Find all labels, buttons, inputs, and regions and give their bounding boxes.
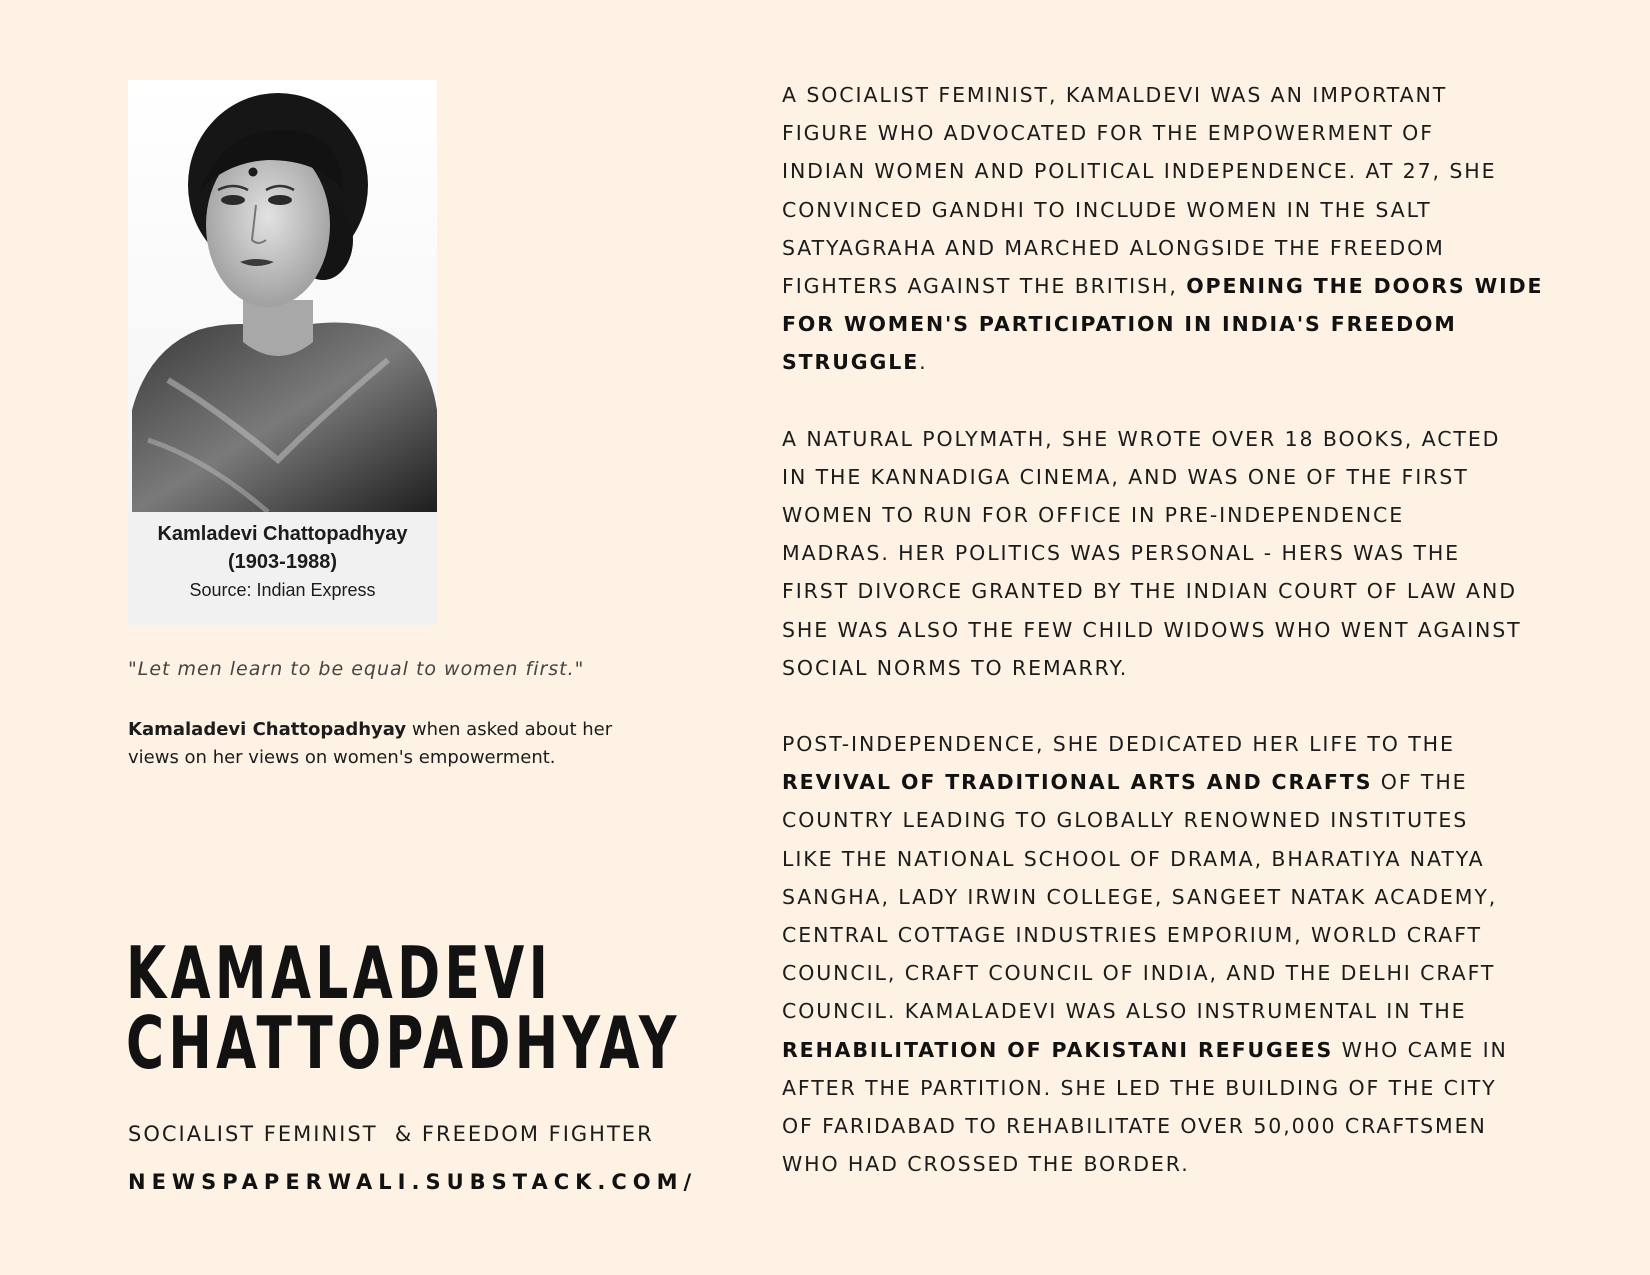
p1-text: . [919,350,928,375]
page-title [126,931,681,1085]
p1-line: INDIAN WOMEN AND POLITICAL INDEPENDENCE. AT 27, SHE [782,159,1497,184]
quote-attribution [128,716,668,772]
subtitle: SOCIALIST FEMINIST & FREEDOM FIGHTER [128,1122,654,1146]
p3-line: COUNCIL, CRAFT COUNCIL OF INDIA, AND THE DELHI CRAFT [782,961,1496,986]
p3-text: WHO CAME IN [1333,1037,1508,1062]
attribution-rest: when asked about her views on her views on women's empowerment. [128,719,613,768]
p1-emphasis: OPENING THE DOORS WIDE [1186,274,1544,299]
p2-line: FIRST DIVORCE GRANTED BY THE INDIAN COURT OF LAW AND [782,579,1517,604]
p2-line: IN THE KANNADIGA CINEMA, AND WAS ONE OF THE FIRST [782,464,1469,489]
p3-line: SANGHA, LADY IRWIN COLLEGE, SANGEET NATAK ACADEMY, [782,884,1498,909]
p1-line [782,305,1572,343]
caption-source: Source: Indian Express [189,580,376,600]
p3-line: OF FARIDABAD TO REHABILITATE OVER 50,000 CRAFTSMEN [782,1114,1487,1139]
caption-name: Kamladevi Chattopadhyay [157,523,408,545]
title-line-1: KAMALADEVI [126,931,553,1015]
paragraph-2 [782,420,1572,687]
p1-line [782,267,1572,305]
p3-line [782,763,1572,801]
p3-line: LIKE THE NATIONAL SCHOOL OF DRAMA, BHARATIYA NATYA [782,846,1485,871]
p3-line: AFTER THE PARTITION. SHE LED THE BUILDING OF THE CITY [782,1075,1497,1100]
attribution-name: Kamaladevi Chattopadhyay [128,719,407,740]
p1-line: FIGURE WHO ADVOCATED FOR THE EMPOWERMENT OF [782,121,1434,146]
paragraph-3 [782,725,1572,1183]
p3-line: COUNCIL. KAMALADEVI WAS ALSO INSTRUMENTAL IN THE [782,999,1467,1024]
p2-line: MADRAS. HER POLITICS WAS PERSONAL - HERS WAS THE [782,541,1461,566]
paragraph-1 [782,76,1572,382]
p3-line: COUNTRY LEADING TO GLOBALLY RENOWNED INSTITUTES [782,808,1469,833]
p1-line [782,343,1572,381]
p3-line: WHO HAD CROSSED THE BORDER. [782,1152,1190,1177]
p3-line: CENTRAL COTTAGE INDUSTRIES EMPORIUM, WORLD CRAFT [782,923,1482,948]
portrait-photo [128,80,437,512]
p1-emphasis: FOR WOMEN'S PARTICIPATION IN INDIA'S FREEDOM [782,312,1457,337]
body-text [782,76,1572,1221]
portrait-image [128,80,437,512]
p3-line [782,1031,1572,1069]
p3-text: OF THE [1372,770,1468,795]
p1-text: FIGHTERS AGAINST THE BRITISH, [782,274,1187,299]
substack-url: NEWSPAPERWALI.SUBSTACK.COM/ [128,1170,698,1194]
p1-line: CONVINCED GANDHI TO INCLUDE WOMEN IN THE SALT [782,197,1432,222]
title-line-2: CHATTOPADHYAY [126,1001,681,1085]
p2-line: SHE WAS ALSO THE FEW CHILD WIDOWS WHO WENT AGAINST [782,617,1522,642]
portrait-card [128,80,437,625]
caption-years: (1903-1988) [228,551,337,573]
p3-emphasis: REHABILITATION OF PAKISTANI REFUGEES [782,1037,1334,1062]
p1-emphasis: STRUGGLE [782,350,920,375]
quote-text: "Let men learn to be equal to women first." [128,658,585,680]
p1-line: A SOCIALIST FEMINIST, KAMALDEVI WAS AN IMPORTANT [782,83,1448,107]
p1-line: SATYAGRAHA AND MARCHED ALONGSIDE THE FREEDOM [782,235,1445,260]
portrait-caption [128,520,437,604]
p2-line: A NATURAL POLYMATH, SHE WROTE OVER 18 BOOKS, ACTED [782,426,1501,451]
p2-line: WOMEN TO RUN FOR OFFICE IN PRE-INDEPENDENCE [782,503,1405,528]
p2-line: SOCIAL NORMS TO REMARRY. [782,655,1129,680]
p3-emphasis: REVIVAL OF TRADITIONAL ARTS AND CRAFTS [782,770,1373,795]
p3-line: POST-INDEPENDENCE, SHE DEDICATED HER LIFE TO THE [782,732,1455,757]
